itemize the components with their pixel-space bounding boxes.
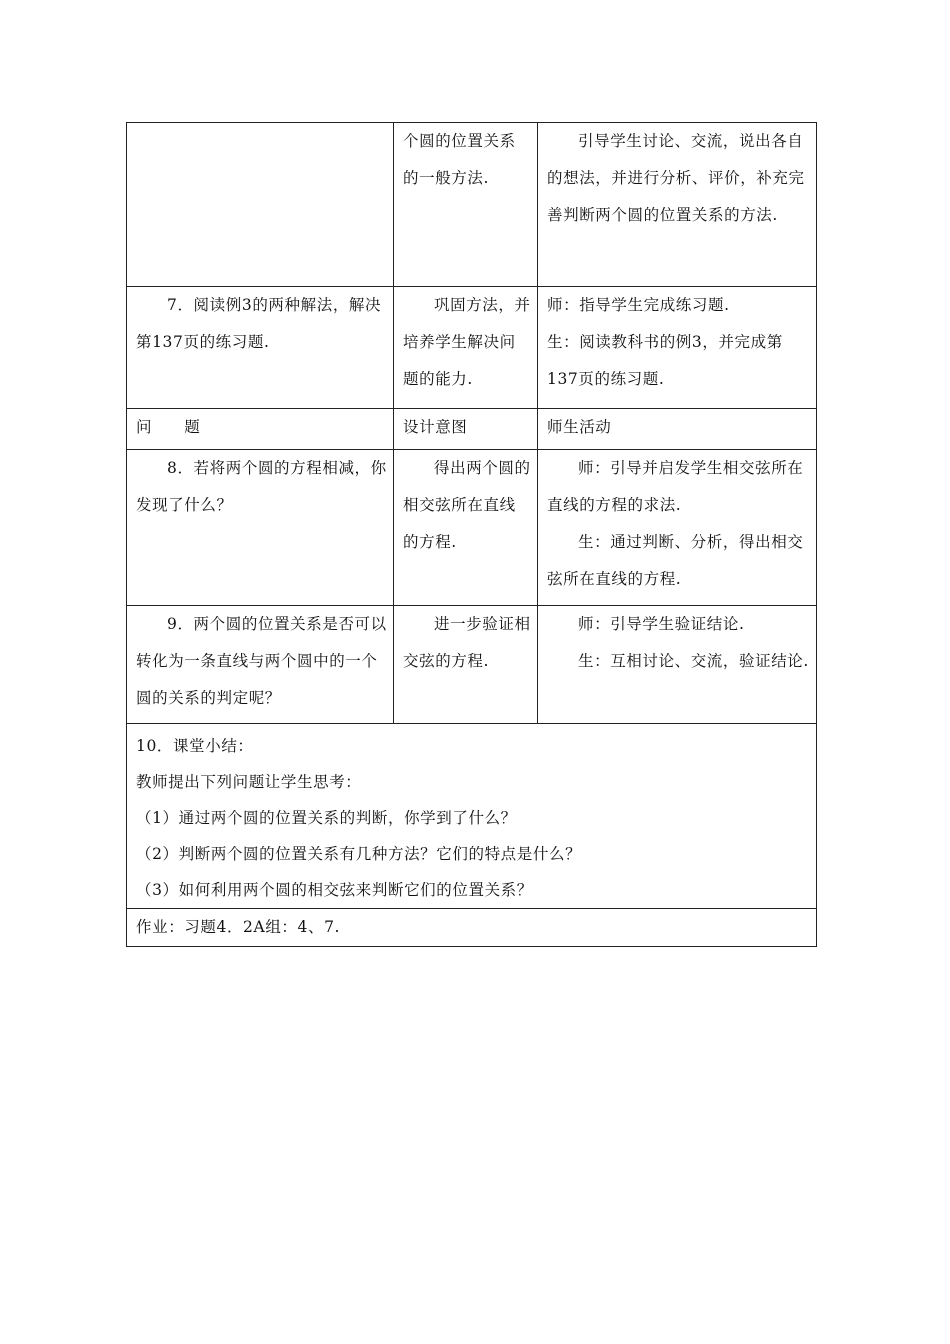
question-cell — [127, 606, 394, 724]
activity-cell — [538, 450, 817, 606]
table-header-row — [127, 409, 817, 450]
homework-text: 作业：习题4．2A组：4、7. — [136, 918, 341, 936]
question-cell — [127, 287, 394, 409]
design-intent-text: 进一步验证相交弦的方程. — [403, 615, 531, 670]
student-activity-text: 生：互相讨论、交流，验证结论. — [578, 652, 809, 670]
header-design-intent: 设计意图 — [394, 409, 538, 450]
activity-cell — [538, 123, 817, 287]
design-intent-text: 得出两个圆的相交弦所在直线的方程. — [403, 459, 531, 551]
summary-item: （3）如何利用两个圆的相交弦来判断它们的位置关系？ — [136, 881, 533, 899]
activity-cell — [538, 606, 817, 724]
design-intent-cell — [394, 606, 538, 724]
design-intent-cell — [394, 450, 538, 606]
homework-cell — [127, 909, 817, 947]
teacher-activity-text: 师：引导学生验证结论. — [578, 615, 745, 633]
question-text: 8．若将两个圆的方程相减，你发现了什么？ — [136, 459, 387, 514]
table-row — [127, 287, 817, 409]
homework-row — [127, 909, 817, 947]
activity-cell — [538, 287, 817, 409]
student-activity-text: 生：通过判断、分析，得出相交弦所在直线的方程. — [547, 533, 804, 588]
activity-text: 引导学生讨论、交流，说出各自的想法，并进行分析、评价，补充完善判断两个圆的位置关系的方法. — [547, 132, 805, 224]
summary-cell — [127, 724, 817, 909]
summary-intro: 教师提出下列问题让学生思考： — [136, 773, 362, 791]
header-activity: 师生活动 — [538, 409, 817, 450]
question-text: 9．两个圆的位置关系是否可以转化为一条直线与两个圆中的一个圆的关系的判定呢？ — [136, 615, 387, 707]
summary-title: 10．课堂小结： — [136, 737, 254, 755]
design-intent-cell — [394, 123, 538, 287]
teacher-activity-text: 师：引导并启发学生相交弦所在直线的方程的求法. — [547, 459, 804, 514]
design-intent-text: 个圆的位置关系的一般方法. — [403, 132, 516, 187]
question-cell — [127, 450, 394, 606]
design-intent-text: 巩固方法，并培养学生解决问题的能力. — [403, 296, 531, 388]
question-cell — [127, 123, 394, 287]
summary-row — [127, 724, 817, 909]
summary-item: （2）判断两个圆的位置关系有几种方法？它们的特点是什么？ — [136, 845, 582, 863]
table-row — [127, 123, 817, 287]
question-text: 7．阅读例3的两种解法，解决第137页的练习题. — [136, 296, 382, 351]
student-activity-text: 生：阅读教科书的例3，并完成第137页的练习题. — [547, 333, 783, 388]
table-row — [127, 450, 817, 606]
table-row — [127, 606, 817, 724]
header-question: 问 题 — [127, 409, 394, 450]
summary-item: （1）通过两个圆的位置关系的判断，你学到了什么？ — [136, 809, 517, 827]
teacher-activity-text: 师：指导学生完成练习题. — [547, 296, 730, 314]
design-intent-cell — [394, 287, 538, 409]
lesson-plan-table — [126, 122, 817, 947]
